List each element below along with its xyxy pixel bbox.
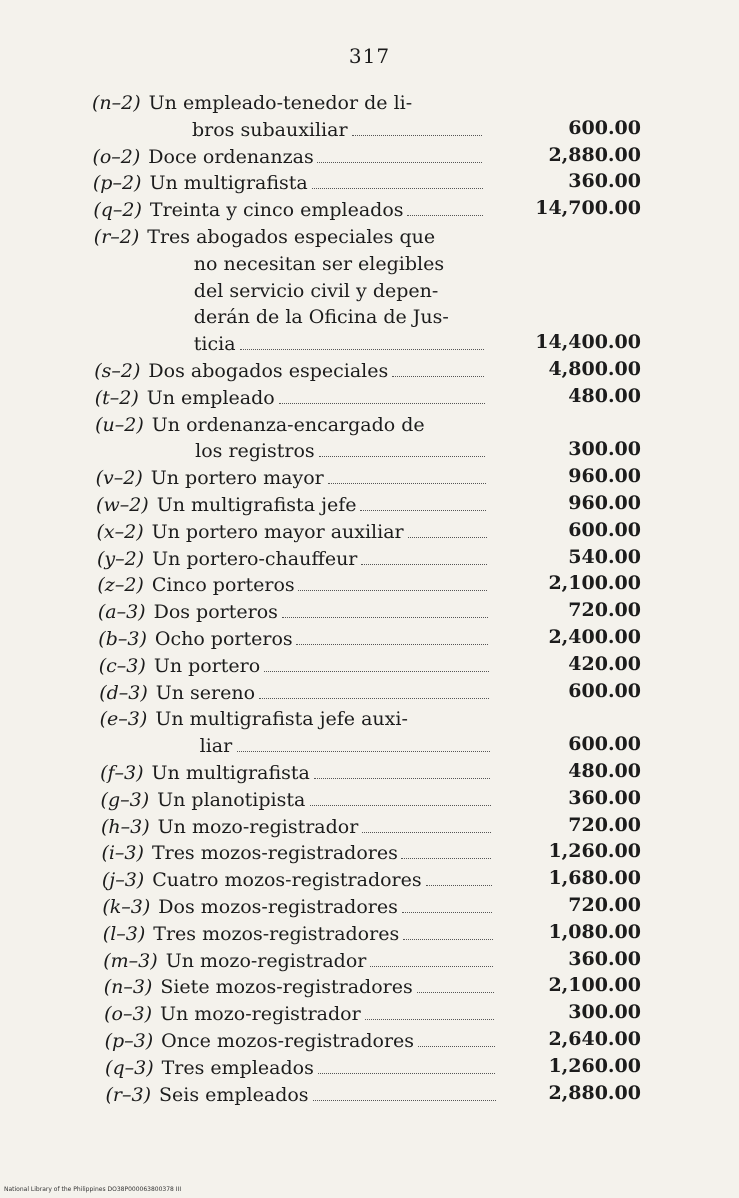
entry-amount: 1,260.00: [548, 840, 641, 863]
entry-amount: 720.00: [568, 599, 641, 622]
dot-leader: [402, 887, 492, 913]
dot-leader: [237, 726, 490, 752]
entry-amount: 1,080.00: [548, 920, 641, 943]
dot-leader: [352, 110, 482, 136]
dot-leader: [417, 967, 494, 993]
entry-code: (d–3): [99, 681, 148, 704]
entry-code: (w–2): [96, 494, 149, 516]
entry-code: (r–2): [93, 226, 140, 248]
entry-description: Dos mozos-registradores: [158, 896, 398, 918]
dot-leader: [240, 324, 484, 350]
entry-code: (p–3): [104, 1030, 154, 1052]
library-footer: National Library of the Philippines DO38P000063800378 III: [4, 1186, 182, 1193]
entry-code: (q–3): [105, 1056, 154, 1079]
entry-description: derán de la Oficina de Jus-: [193, 306, 449, 329]
entry-code: (n–3): [103, 976, 153, 999]
entry-description: del servicio civil y depen-: [193, 279, 439, 302]
entry-code: (p–2): [92, 172, 142, 195]
entry-description: Un multigrafista jefe auxi-: [155, 708, 408, 731]
dot-leader: [360, 485, 486, 511]
entry-code: (n–2): [92, 92, 141, 114]
entry-description: Un portero mayor: [150, 467, 324, 490]
dot-leader: [259, 673, 489, 699]
dot-leader: [392, 351, 484, 377]
entry-code: (g–3): [100, 788, 150, 811]
dot-leader: [408, 512, 487, 538]
entry-code: (c–3): [98, 654, 146, 677]
entry-description: Un multigrafista: [151, 762, 310, 784]
entry-code: (u–2): [95, 413, 144, 436]
dot-leader: [362, 807, 491, 833]
entry-description: bros subauxiliar: [192, 118, 348, 141]
entry-amount: 360.00: [568, 170, 641, 193]
entry-description: Siete mozos-registradores: [160, 976, 413, 999]
dot-leader: [328, 458, 486, 484]
dot-leader: [370, 941, 493, 967]
entry-description: Ocho porteros: [154, 628, 293, 650]
entry-amount: 4,800.00: [548, 358, 641, 380]
entry-amount: 2,400.00: [548, 626, 641, 648]
entry-amount: 2,640.00: [548, 1028, 641, 1050]
entry-description: Un multigrafista: [149, 172, 308, 195]
entry-description: liar: [199, 735, 233, 758]
entry-description: los registros: [195, 440, 315, 463]
entry-description: no necesitan ser elegibles: [193, 252, 445, 275]
entry-amount: 360.00: [568, 947, 641, 970]
entry-amount: 600.00: [568, 733, 641, 756]
entry-description: Un portero: [153, 654, 261, 677]
entry-code: (l–3): [102, 922, 146, 945]
entry-amount: 2,880.00: [548, 1081, 641, 1104]
entry-amount: 960.00: [568, 465, 641, 488]
entry-code: (x–2): [96, 520, 144, 543]
entry-code: (f–3): [100, 762, 144, 784]
entry-description: Dos porteros: [153, 601, 278, 624]
entry-amount: 480.00: [568, 384, 641, 407]
entry-description: Un portero-chauffeur: [152, 547, 358, 570]
entry-description: Un multigrafista jefe: [156, 494, 357, 516]
entry-description: Doce ordenanzas: [148, 145, 314, 168]
entry-code: (o–3): [104, 1003, 152, 1026]
dot-leader: [426, 860, 492, 886]
entry-code: (q–2): [93, 199, 142, 222]
entry-code: (r–3): [105, 1083, 151, 1106]
entry-amount: 14,700.00: [535, 197, 641, 220]
entry-description: Tres empleados: [161, 1056, 314, 1079]
entry-description: Un empleado: [146, 386, 275, 409]
entry-description: Un empleado-tenedor de li-: [148, 92, 413, 114]
entry-amount: 300.00: [568, 438, 641, 461]
dot-leader: [365, 994, 494, 1020]
dot-leader: [317, 137, 482, 163]
dot-leader: [401, 833, 491, 859]
entry-description: Seis empleados: [159, 1083, 309, 1106]
entry-description: Un ordenanza-encargado de: [151, 413, 425, 436]
entry-code: (z–2): [97, 574, 144, 597]
entry-amount: 720.00: [568, 894, 641, 916]
entry-amount: 1,260.00: [548, 1054, 641, 1077]
entry-code: (j–3): [101, 869, 145, 892]
entry-amount: 960.00: [568, 492, 641, 514]
entry-description: Dos abogados especiales: [148, 360, 389, 382]
dot-leader: [282, 592, 488, 618]
entry-description: ticia: [193, 333, 236, 356]
entry-description: Cinco porteros: [151, 574, 295, 597]
dot-leader: [298, 565, 487, 591]
entry-amount: 420.00: [568, 652, 641, 675]
entry-description: Tres mozos-registradores: [153, 922, 400, 945]
entry-description: Un mozo-registrador: [160, 1003, 361, 1026]
entry-code: (t–2): [94, 386, 139, 409]
page-number: 317: [348, 44, 391, 68]
entry-description: Un planotipista: [157, 788, 306, 811]
entry-description: Un portero mayor auxiliar: [151, 520, 404, 543]
entry-amount: 720.00: [568, 813, 641, 836]
entry-description: Tres mozos-registradores: [151, 842, 398, 865]
entry-amount: 600.00: [568, 518, 641, 541]
entry-code: (a–3): [97, 601, 146, 624]
dot-leader: [314, 753, 490, 779]
entry-amount: 14,400.00: [535, 331, 641, 354]
entry-amount: 2,880.00: [548, 143, 641, 166]
dot-leader: [403, 914, 493, 940]
entry-amount: 600.00: [568, 679, 641, 702]
entry-amount: 480.00: [568, 760, 641, 782]
dot-leader: [279, 378, 485, 404]
entry-description: Un sereno: [155, 681, 256, 704]
dot-leader: [312, 163, 483, 189]
entry-description: Tres abogados especiales que: [147, 226, 436, 248]
entry-amount: 360.00: [568, 786, 641, 809]
entry-code: (y–2): [96, 547, 145, 570]
dot-leader: [310, 780, 491, 806]
entry-code: (s–2): [94, 360, 141, 382]
dot-leader: [361, 539, 487, 565]
dot-leader: [264, 646, 489, 672]
entry-amount: 2,100.00: [548, 572, 641, 595]
entry-description: Once mozos-registradores: [161, 1030, 415, 1052]
dot-leader: [313, 1075, 496, 1101]
dot-leader: [296, 619, 488, 645]
entry-code: (i–3): [101, 842, 144, 865]
entry-description: Un mozo-registrador: [157, 815, 359, 838]
entry-code: (k–3): [102, 896, 151, 918]
entry-code: (b–3): [98, 628, 147, 650]
entry-amount: 300.00: [568, 1001, 641, 1024]
entry-code: (e–3): [99, 708, 148, 731]
dot-leader: [418, 1021, 495, 1047]
entry-code: (m–3): [103, 949, 158, 972]
entry-description: Cuatro mozos-registradores: [152, 869, 422, 892]
entry-description: Treinta y cinco empleados: [149, 199, 404, 222]
entry-code: (h–3): [101, 815, 150, 838]
entry-code: (o–2): [92, 145, 141, 168]
dot-leader: [407, 190, 483, 216]
entry-amount: 1,680.00: [548, 867, 641, 890]
dot-leader: [318, 1048, 495, 1074]
entry-amount: 540.00: [568, 545, 641, 568]
entry-description: Un mozo-registrador: [165, 949, 367, 972]
dot-leader: [319, 431, 485, 457]
entry-amount: 2,100.00: [548, 974, 641, 997]
entry-amount: 600.00: [568, 116, 641, 139]
entry-code: (v–2): [95, 467, 143, 490]
